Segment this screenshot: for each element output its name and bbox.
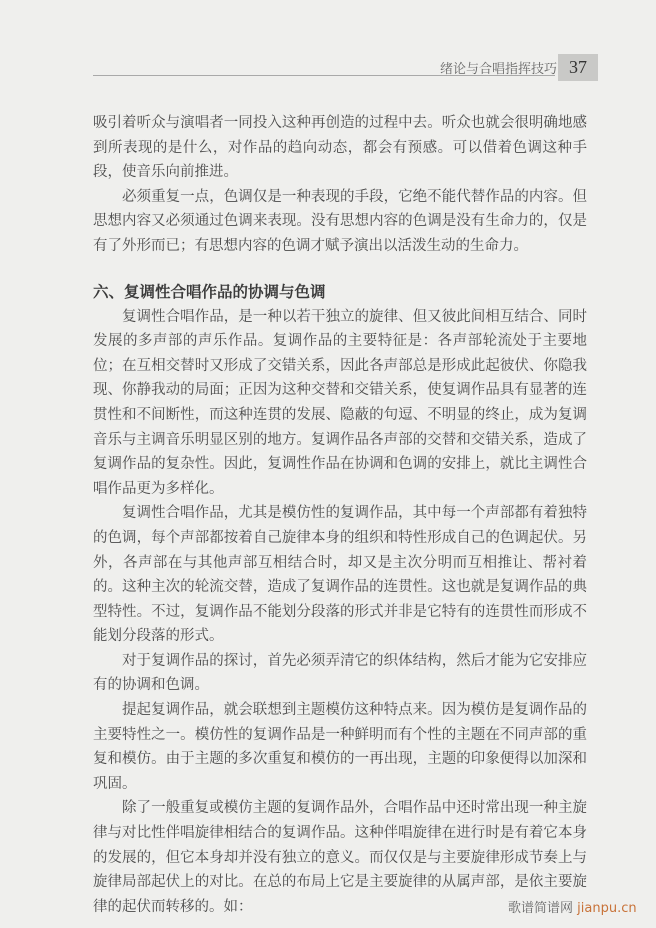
running-title: 绪论与合唱指挥技巧 bbox=[440, 62, 558, 77]
section-heading: 六、复调性合唱作品的协调与色调 bbox=[93, 282, 326, 301]
paragraph: 吸引着听众与演唱者一同投入这种再创造的过程中去。听众也就会很明确地感到所表现的是什么，对作品的趋向动态，都会有预感。可以借着色调这种手段，使音乐向前推进。 bbox=[93, 115, 587, 181]
watermark-site-name: 歌谱简谱网 bbox=[508, 901, 574, 916]
paragraph: 复调性合唱作品，尤其是模仿性的复调作品，其中每一个声部都有着独特的色调，每个声部都按着自己旋律本身的组织和特性形成自己的色调起伏。另外，各声部在与其他声部互相结合时，却又是主次分明而互相推让、帮衬着的。这种主次的轮流交替，造成了复调作品的连贯性。这也就是复调作品的典型特性。不过，复调作品不能划分段落的形式并非是它特有的连贯性而形成不能划分段落的形式。 bbox=[93, 505, 587, 645]
watermark-url: jianpu.cn bbox=[577, 901, 637, 916]
watermark bbox=[508, 897, 637, 916]
paragraph: 必须重复一点，色调仅是一种表现的手段，它绝不能代替作品的内容。但思想内容又必须通过色调来表现。没有思想内容的色调是没有生命力的，仅是有了外形而已；有思想内容的色调才赋予演出以活泼生动的生命力。 bbox=[93, 188, 587, 254]
paragraph: 对于复调作品的探讨，首先必须弄清它的织体结构，然后才能为它安排应有的协调和色调。 bbox=[93, 652, 587, 694]
paragraph: 除了一般重复或模仿主题的复调作品外，合唱作品中还时常出现一种主旋律与对比性伴唱旋律相结合的复调作品。这种伴唱旋律在进行时是有着它本身的发展的，但它本身却并没有独立的意义。而仅仅是与主要旋律形成节奏上与旋律局部起伏上的对比。在总的布局上它是主要旋律的从属声部，是依主要旋律的起伏而转移的。如： bbox=[93, 800, 587, 915]
page-number: 37 bbox=[558, 54, 598, 81]
paragraph: 提起复调作品，就会联想到主题模仿这种特点来。因为模仿是复调作品的主要特性之一。模仿性的复调作品是一种鲜明而有个性的主题在不同声部的重复和模仿。由于主题的多次重复和模仿的一再出现，主题的印象便得以加深和巩固。 bbox=[93, 702, 587, 792]
page-body bbox=[93, 111, 587, 919]
paragraph: 复调性合唱作品，是一种以若干独立的旋律、但又彼此间相互结合、同时发展的多声部的声乐作品。复调作品的主要特征是：各声部轮流处于主要地位；在互相交替时又形成了交错关系，因此各声部总是形成此起彼伏、你隐我现、你静我动的局面；正因为这种交替和交错关系，使复调作品具有显著的连贯性和不间断性，而这种连贯的发展、隐蔽的句逗、不明显的终止，成为复调音乐与主调音乐明显区别的地方。复调作品各声部的交替和交错关系，造成了复调作品的复杂性。因此，复调性作品在协调和色调的安排上，就比主调性合唱作品更为多样化。 bbox=[93, 308, 587, 497]
